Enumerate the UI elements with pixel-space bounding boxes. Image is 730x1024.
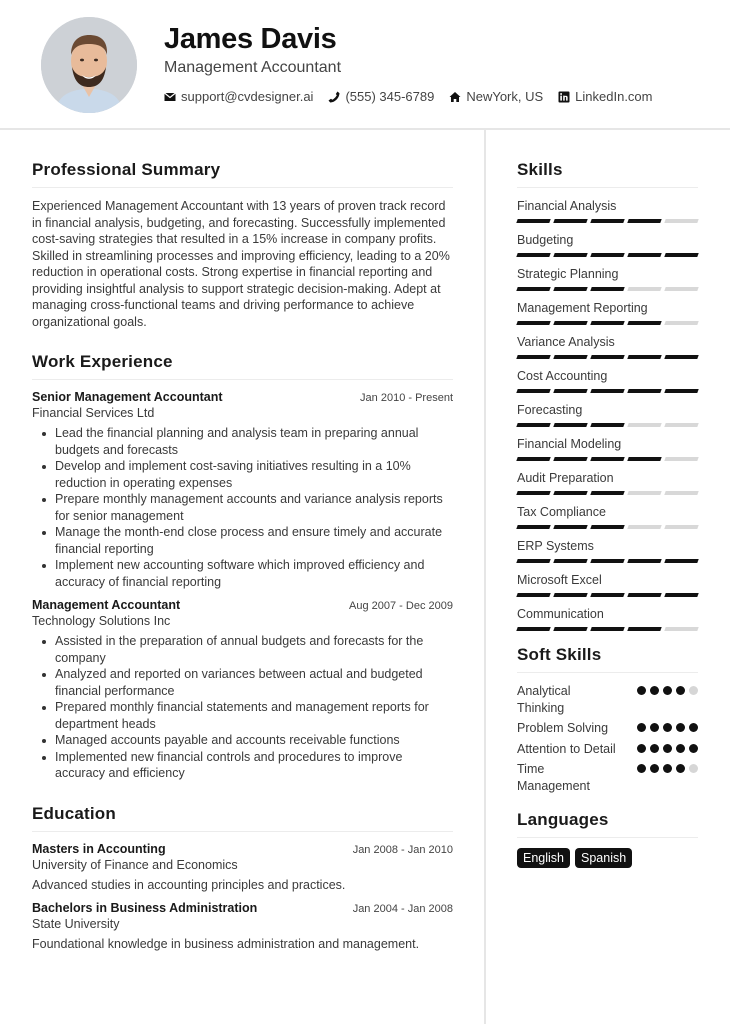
- skill-level-segment: [590, 593, 624, 597]
- skill-level-segment: [590, 355, 624, 359]
- skill-level-segment: [516, 389, 550, 393]
- summary-text: Experienced Management Accountant with 13 years of proven track record in financial analysis, budgeting, and forecasting. Successfully implemented cost-saving strategies that resulted in a 15% increase in company profits. Skilled in streamlining processes and improving efficiency, leading to a 20% reduction in operational costs. Strong expertise in financial reporting and providing insightful analysis to support strategic decision-making. Adept at managing cross-functional teams and driving performance to achieve organizational goals.: [32, 199, 450, 329]
- candidate-name: James Davis: [164, 23, 337, 55]
- skill-level-segment: [664, 491, 698, 495]
- skill-level-segment: [664, 355, 698, 359]
- soft-skill-rating: [637, 720, 698, 737]
- job-company: Financial Services Ltd: [32, 406, 155, 420]
- skill-level-segment: [627, 321, 661, 325]
- rating-dot-icon: [663, 723, 672, 732]
- skill-item: [517, 300, 698, 325]
- skill-level-segment: [553, 321, 587, 325]
- skill-level-bar: [517, 491, 698, 495]
- degree-title: Masters in Accounting: [32, 841, 166, 856]
- school-name: State University: [32, 916, 120, 931]
- soft-skill-rating: [637, 683, 698, 716]
- skill-level-bar: [517, 457, 698, 461]
- skill-name: Cost Accounting: [517, 369, 608, 383]
- job-bullet: Managed accounts payable and accounts receivable functions: [55, 732, 453, 749]
- education-entry: [32, 842, 453, 892]
- languages-list: [517, 848, 698, 868]
- rating-dot-icon: [689, 764, 698, 773]
- skill-level-segment: [664, 559, 698, 563]
- rating-dot-icon: [689, 744, 698, 753]
- skill-level-bar: [517, 355, 698, 359]
- language-badge: English: [517, 848, 570, 868]
- rating-dot-icon: [676, 686, 685, 695]
- resume-header: [0, 0, 730, 130]
- skill-level-segment: [627, 525, 661, 529]
- main-column: [32, 160, 453, 951]
- skill-level-bar: [517, 253, 698, 257]
- job-bullet: Prepare monthly management accounts and variance analysis reports for senior management: [55, 491, 453, 524]
- degree-title: Bachelors in Business Administration: [32, 900, 258, 915]
- skill-level-segment: [627, 355, 661, 359]
- skill-level-segment: [590, 559, 624, 563]
- skill-level-segment: [553, 355, 587, 359]
- rating-dot-icon: [663, 764, 672, 773]
- job-date: Jan 2010 - Present: [360, 392, 453, 404]
- skill-level-segment: [516, 321, 550, 325]
- skill-name: Forecasting: [517, 403, 583, 417]
- job-bullet: Prepared monthly financial statements and management reports for department heads: [55, 699, 453, 732]
- education-date: Jan 2004 - Jan 2008: [352, 902, 453, 915]
- skill-level-segment: [516, 627, 550, 631]
- skill-item: [517, 232, 698, 257]
- skill-level-segment: [590, 491, 624, 495]
- skill-level-segment: [664, 389, 698, 393]
- skill-name: Budgeting: [517, 233, 574, 247]
- skill-level-segment: [516, 423, 550, 427]
- skill-level-segment: [627, 389, 661, 393]
- skill-item: [517, 266, 698, 291]
- skill-level-bar: [517, 219, 698, 223]
- rating-dot-icon: [676, 744, 685, 753]
- contact-linkedin-text: LinkedIn.com: [575, 89, 653, 104]
- skill-item: [517, 470, 698, 495]
- profile-photo: [41, 17, 137, 113]
- skill-item: [517, 334, 698, 359]
- education-entry: [32, 901, 453, 951]
- soft-skill-name: Analytical Thinking: [517, 684, 571, 715]
- education-date: Jan 2008 - Jan 2010: [352, 843, 453, 856]
- education-description: Advanced studies in accounting principles and practices.: [32, 877, 346, 892]
- skill-level-segment: [627, 457, 661, 461]
- rating-dot-icon: [650, 723, 659, 732]
- skill-level-segment: [590, 457, 624, 461]
- education-section: [32, 804, 453, 951]
- skill-level-bar: [517, 287, 698, 291]
- job-title: Management Accountant: [32, 598, 181, 612]
- experience-heading: Work Experience: [32, 352, 453, 380]
- skill-level-segment: [627, 423, 661, 427]
- job-date: Aug 2007 - Dec 2009: [349, 600, 453, 612]
- rating-dot-icon: [650, 744, 659, 753]
- skill-level-segment: [627, 593, 661, 597]
- job-bullet: Implement new accounting software which improved efficiency and accuracy of financial reporting: [55, 557, 453, 590]
- skill-item: [517, 402, 698, 427]
- soft-skill-item: [517, 720, 698, 737]
- person-photo-icon: [41, 17, 137, 113]
- skill-level-segment: [553, 253, 587, 257]
- skill-level-segment: [590, 219, 624, 223]
- skill-level-segment: [664, 457, 698, 461]
- contact-phone-text: (555) 345-6789: [345, 89, 435, 104]
- phone-icon: [328, 91, 340, 103]
- skill-item: [517, 504, 698, 529]
- skill-name: Management Reporting: [517, 301, 648, 315]
- rating-dot-icon: [676, 764, 685, 773]
- skill-name: Variance Analysis: [517, 335, 615, 349]
- job-bullet: Implemented new financial controls and procedures to improve accuracy and efficiency: [55, 749, 453, 782]
- skill-level-segment: [590, 321, 624, 325]
- job-entry: [32, 598, 453, 782]
- contact-location-text: NewYork, US: [466, 89, 544, 104]
- skill-level-bar: [517, 525, 698, 529]
- skill-name: Microsoft Excel: [517, 573, 602, 587]
- skill-level-bar: [517, 627, 698, 631]
- job-bullet: Lead the financial planning and analysis team in preparing annual budgets and forecasts: [55, 425, 453, 458]
- contact-phone[interactable]: [328, 89, 434, 104]
- job-bullet: Develop and implement cost-saving initiatives resulting in a 10% reduction in operating expenses: [55, 458, 453, 491]
- skill-level-segment: [516, 525, 550, 529]
- soft-skills-heading: Soft Skills: [517, 645, 698, 673]
- soft-skill-item: [517, 741, 698, 758]
- job-bullet: Manage the month-end close process and ensure timely and accurate financial reporting: [55, 524, 453, 557]
- job-bullets: [32, 633, 453, 782]
- skill-level-segment: [664, 593, 698, 597]
- skill-level-segment: [627, 559, 661, 563]
- job-company: Technology Solutions Inc: [32, 614, 171, 628]
- skill-name: Communication: [517, 607, 604, 621]
- soft-skill-name: Problem Solving: [517, 721, 609, 735]
- skill-level-segment: [516, 253, 550, 257]
- skill-level-bar: [517, 593, 698, 597]
- skill-name: Tax Compliance: [517, 505, 606, 519]
- skill-level-segment: [590, 389, 624, 393]
- skill-level-segment: [553, 593, 587, 597]
- linkedin-icon: [558, 91, 570, 103]
- skill-name: Financial Analysis: [517, 199, 617, 213]
- skill-level-segment: [590, 253, 624, 257]
- skill-level-segment: [553, 287, 587, 291]
- skill-level-segment: [553, 389, 587, 393]
- soft-skill-rating: [637, 761, 698, 794]
- skill-level-segment: [664, 627, 698, 631]
- skill-level-segment: [516, 457, 550, 461]
- skills-heading: Skills: [517, 160, 698, 188]
- language-badge: Spanish: [575, 848, 632, 868]
- job-title: Senior Management Accountant: [32, 390, 223, 404]
- contact-email-text: support@cvdesigner.ai: [181, 89, 314, 104]
- skill-level-segment: [553, 219, 587, 223]
- job-bullet: Analyzed and reported on variances between actual and budgeted financial performance: [55, 666, 453, 699]
- skill-item: [517, 538, 698, 563]
- skill-level-segment: [590, 525, 624, 529]
- skill-item: [517, 436, 698, 461]
- skill-level-bar: [517, 559, 698, 563]
- skill-level-segment: [627, 627, 661, 631]
- soft-skill-rating: [637, 741, 698, 758]
- skill-name: ERP Systems: [517, 539, 594, 553]
- skill-level-segment: [553, 559, 587, 563]
- rating-dot-icon: [637, 764, 646, 773]
- skill-level-segment: [664, 525, 698, 529]
- skill-level-segment: [664, 219, 698, 223]
- soft-skills-section: [517, 645, 698, 794]
- skill-level-segment: [553, 627, 587, 631]
- skill-level-segment: [516, 559, 550, 563]
- job-bullets: [32, 425, 453, 590]
- job-bullet: Assisted in the preparation of annual budgets and forecasts for the company: [55, 633, 453, 666]
- skill-level-segment: [553, 525, 587, 529]
- skill-level-segment: [516, 355, 550, 359]
- skill-level-segment: [627, 219, 661, 223]
- soft-skills-list: [517, 683, 698, 794]
- rating-dot-icon: [689, 686, 698, 695]
- skill-level-segment: [664, 253, 698, 257]
- skills-section: [517, 160, 698, 631]
- skill-item: [517, 606, 698, 631]
- skill-level-segment: [590, 423, 624, 427]
- skill-level-bar: [517, 321, 698, 325]
- skill-level-segment: [516, 287, 550, 291]
- skill-level-bar: [517, 389, 698, 393]
- soft-skill-name: Time Management: [517, 762, 590, 793]
- soft-skill-item: [517, 683, 698, 716]
- contact-email[interactable]: [164, 89, 313, 104]
- skill-level-segment: [516, 219, 550, 223]
- rating-dot-icon: [663, 744, 672, 753]
- contact-list: [164, 89, 668, 104]
- skills-list: [517, 198, 698, 631]
- rating-dot-icon: [689, 723, 698, 732]
- candidate-title: Management Accountant: [164, 59, 342, 76]
- soft-skill-name: Attention to Detail: [517, 741, 616, 756]
- skill-level-segment: [627, 253, 661, 257]
- skill-level-segment: [553, 423, 587, 427]
- school-name: University of Finance and Economics: [32, 857, 238, 872]
- skill-name: Financial Modeling: [517, 437, 622, 451]
- skill-level-segment: [516, 593, 550, 597]
- skill-level-segment: [590, 287, 624, 291]
- rating-dot-icon: [637, 723, 646, 732]
- skill-level-segment: [664, 287, 698, 291]
- skill-level-segment: [664, 321, 698, 325]
- rating-dot-icon: [637, 744, 646, 753]
- job-entry: [32, 390, 453, 590]
- skill-item: [517, 368, 698, 393]
- education-description: Foundational knowledge in business administration and management.: [32, 936, 420, 951]
- rating-dot-icon: [650, 764, 659, 773]
- skill-level-segment: [590, 627, 624, 631]
- summary-section: [32, 160, 453, 330]
- rating-dot-icon: [663, 686, 672, 695]
- rating-dot-icon: [650, 686, 659, 695]
- skill-level-segment: [516, 491, 550, 495]
- experience-section: [32, 352, 453, 782]
- skill-name: Audit Preparation: [517, 471, 614, 485]
- contact-location: [449, 89, 543, 104]
- skill-level-segment: [553, 457, 587, 461]
- skill-level-bar: [517, 423, 698, 427]
- languages-heading: Languages: [517, 810, 698, 838]
- skill-level-segment: [664, 423, 698, 427]
- skill-level-segment: [627, 287, 661, 291]
- home-icon: [449, 91, 461, 103]
- skill-name: Strategic Planning: [517, 267, 619, 281]
- languages-section: [517, 810, 698, 868]
- contact-linkedin[interactable]: [558, 89, 652, 104]
- sidebar-column: [517, 160, 698, 868]
- soft-skill-item: [517, 761, 698, 794]
- skill-level-segment: [553, 491, 587, 495]
- education-heading: Education: [32, 804, 453, 832]
- skill-level-segment: [627, 491, 661, 495]
- skill-item: [517, 198, 698, 223]
- envelope-icon: [164, 91, 176, 103]
- rating-dot-icon: [637, 686, 646, 695]
- column-divider: [484, 130, 486, 1024]
- rating-dot-icon: [676, 723, 685, 732]
- skill-item: [517, 572, 698, 597]
- summary-heading: Professional Summary: [32, 160, 453, 188]
